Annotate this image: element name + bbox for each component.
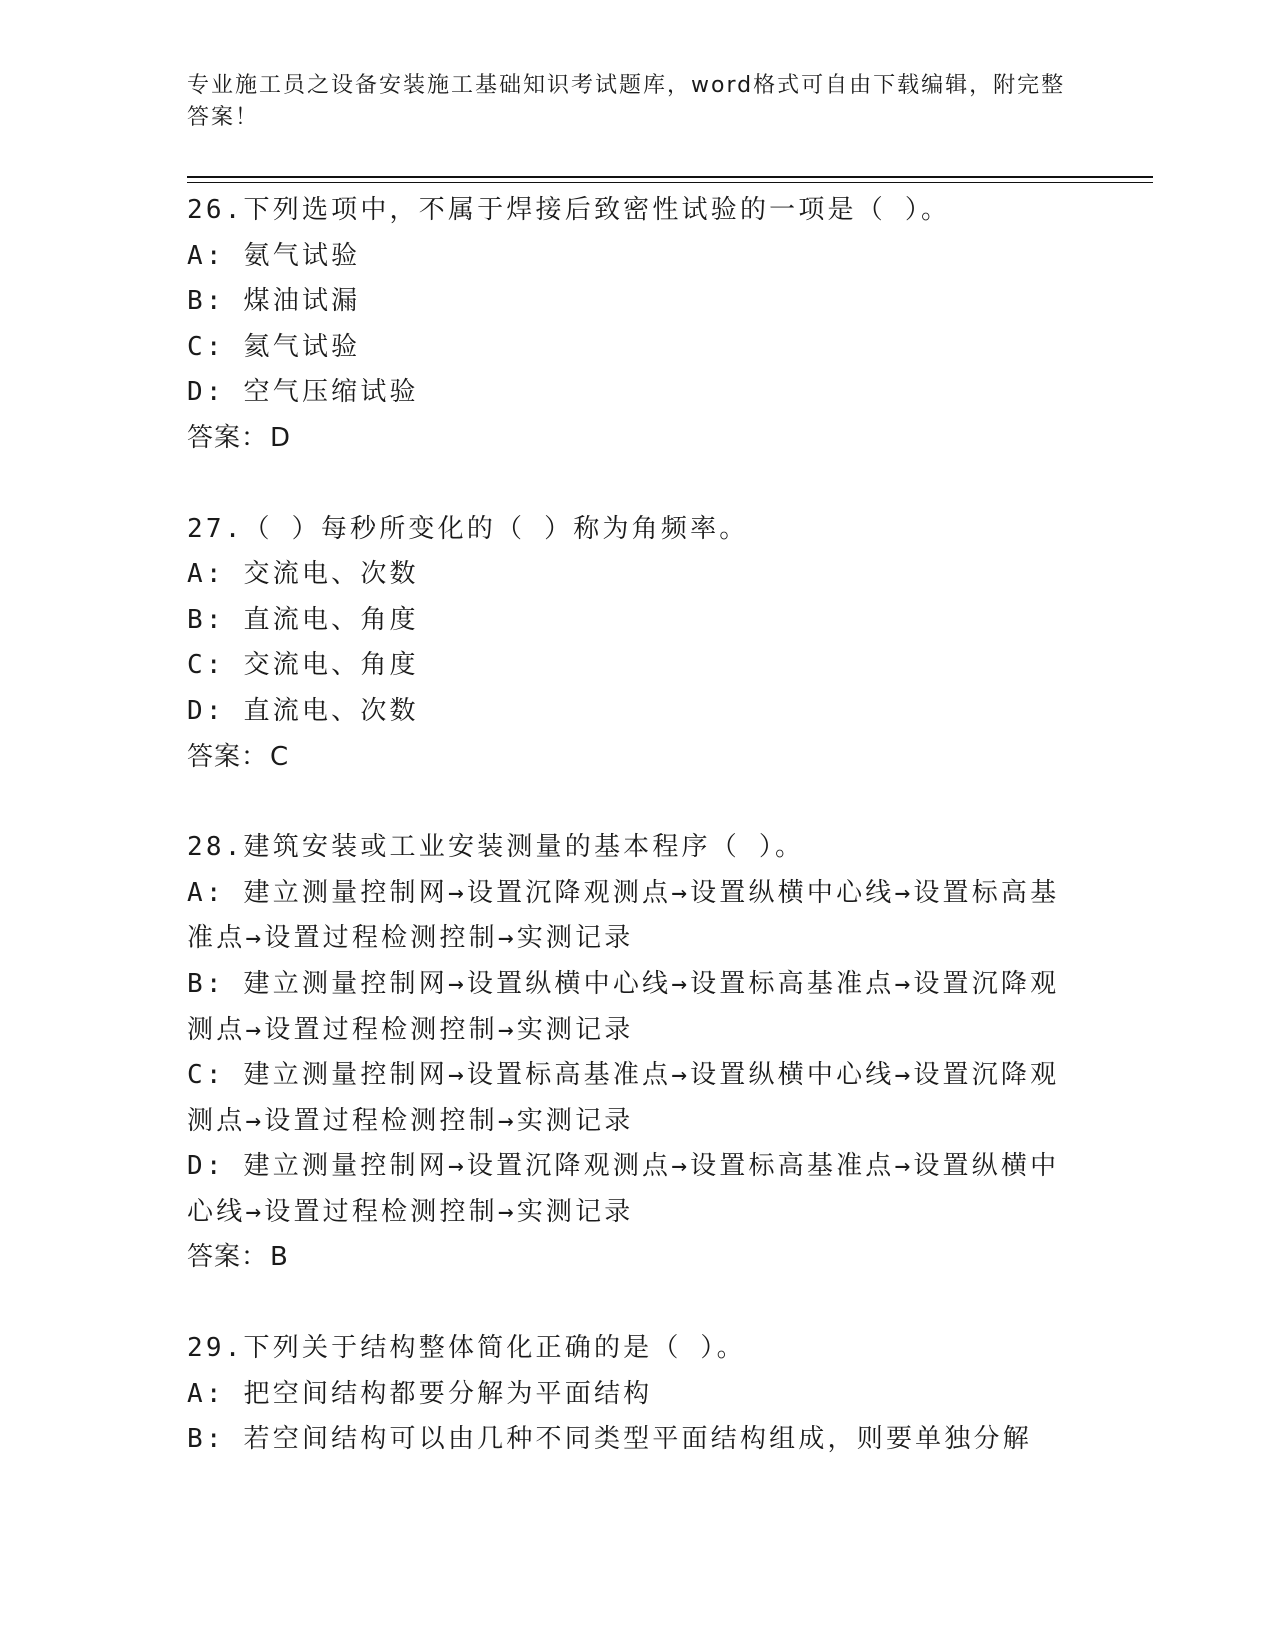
answer-line bbox=[187, 416, 1087, 462]
question-stem: 29.下列关于结构整体简化正确的是（ ）。 bbox=[187, 1333, 746, 1364]
option-d: D: 建立测量控制网→设置沉降观测点→设置标高基准点→设置纵横中心线→设置过程检测控制→实测记录 bbox=[187, 1151, 1060, 1227]
question-29 bbox=[187, 1326, 1087, 1463]
option-d: D: 直流电、次数 bbox=[187, 695, 419, 726]
option-c: C: 交流电、角度 bbox=[187, 650, 419, 681]
option-c: C: 建立测量控制网→设置标高基准点→设置纵横中心线→设置沉降观测点→设置过程检测控制→实测记录 bbox=[187, 1060, 1060, 1136]
option-a: A: 交流电、次数 bbox=[187, 559, 419, 590]
option-a: A: 建立测量控制网→设置沉降观测点→设置纵横中心线→设置标高基准点→设置过程检测控制→实测记录 bbox=[187, 877, 1060, 954]
answer-value: C bbox=[270, 741, 290, 772]
question-stem: 27.（ ）每秒所变化的（ ）称为角频率。 bbox=[187, 513, 749, 544]
question-stem: 26.下列选项中，不属于焊接后致密性试验的一项是（ ）。 bbox=[187, 195, 951, 225]
option-a: A: 把空间结构都要分解为平面结构 bbox=[187, 1378, 653, 1409]
question-stem: 28.建筑安装或工业安装测量的基本程序（ ）。 bbox=[187, 832, 805, 863]
option-b: B: 若空间结构可以由几种不同类型平面结构组成，则要单独分解 bbox=[187, 1424, 1032, 1455]
question-26 bbox=[187, 188, 1087, 462]
header-rule-thick bbox=[187, 176, 1153, 178]
answer-line bbox=[187, 1235, 1087, 1281]
answer-value: B bbox=[270, 1242, 289, 1273]
option-d: D: 空气压缩试验 bbox=[187, 377, 419, 408]
answer-value: D bbox=[270, 422, 292, 453]
document-header: 专业施工员之设备安装施工基础知识考试题库，word格式可自由下载编辑，附完整答案！ bbox=[187, 73, 1066, 130]
question-27 bbox=[187, 507, 1087, 781]
question-list bbox=[187, 188, 1087, 1508]
option-a: A: 氨气试验 bbox=[187, 240, 361, 271]
header-rule-thin bbox=[187, 182, 1153, 183]
option-b: B: 直流电、角度 bbox=[187, 604, 419, 635]
option-b: B: 建立测量控制网→设置纵横中心线→设置标高基准点→设置沉降观测点→设置过程检测控制→实测记录 bbox=[187, 968, 1060, 1045]
option-c: C: 氦气试验 bbox=[187, 331, 361, 362]
question-28 bbox=[187, 825, 1087, 1281]
answer-label: 答案： bbox=[187, 741, 269, 772]
answer-label: 答案： bbox=[187, 1242, 269, 1273]
option-b: B: 煤油试漏 bbox=[187, 286, 361, 317]
answer-line bbox=[187, 735, 1087, 781]
answer-label: 答案： bbox=[187, 422, 269, 453]
